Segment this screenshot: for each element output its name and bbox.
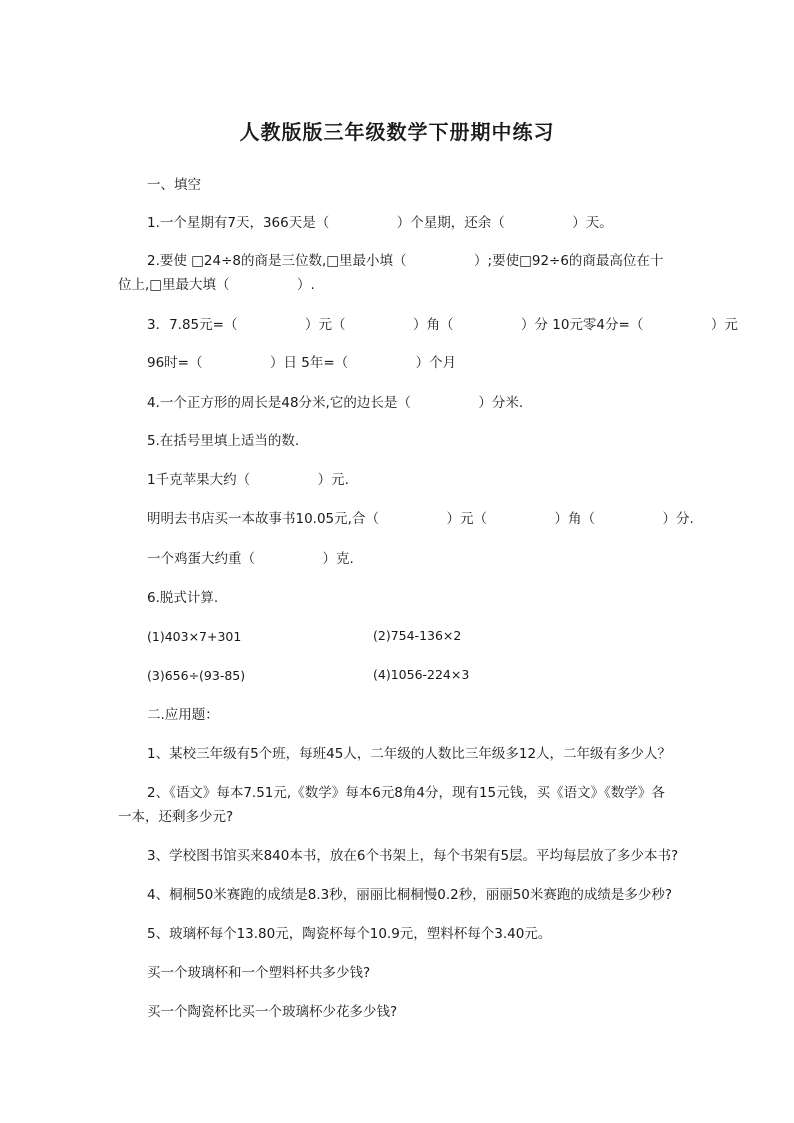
problem-2-line-1: 2、《语文》每本7.51元,《数学》每本6元8角4分，现有15元钱，买《语文》《数学》各 [147,785,665,801]
question-5-b: 明明去书店买一本故事书10.05元,合（ ）元（ ）角（ ）分. [147,511,694,527]
calc-4: (4)1056-224×3 [373,667,470,682]
question-5-c: 一个鸡蛋大约重（ ）克. [147,551,354,567]
problem-5-a: 买一个玻璃杯和一个塑料杯共多少钱? [147,965,371,981]
problem-5: 5、玻璃杯每个13.80元，陶瓷杯每个10.9元，塑料杯每个3.40元。 [147,926,552,942]
question-5: 5.在括号里填上适当的数. [147,433,300,449]
question-4: 4.一个正方形的周长是48分米,它的边长是（ ）分米. [147,395,524,411]
page-title: 人教版版三年级数学下册期中练习 [239,120,555,144]
question-2-line-1: 2.要使 □24÷8的商是三位数,□里最小填（ ）;要使□92÷6的商最高位在十 [147,253,664,269]
question-5-a: 1千克苹果大约（ ）元. [147,472,349,488]
calc-3: (3)656÷(93-85) [147,668,246,683]
problem-3: 3、学校图书馆买来840本书，放在6个书架上，每个书架有5层。平均每层放了多少本书? [147,848,679,864]
problem-5-b: 买一个陶瓷杯比买一个玻璃杯少花多少钱? [147,1004,398,1020]
problem-4: 4、桐桐50米赛跑的成绩是8.3秒，丽丽比桐桐慢0.2秒，丽丽50米赛跑的成绩是多少秒? [147,887,673,903]
question-1: 1.一个星期有7天，366天是（ ）个星期，还余（ ）天。 [147,215,613,231]
problem-1: 1、某校三年级有5个班，每班45人，二年级的人数比三年级多12人，二年级有多少人？ [147,746,672,762]
calc-2: (2)754-136×2 [373,628,462,643]
question-6: 6.脱式计算. [147,590,219,606]
question-3-line-1: 3．7.85元=（ ）元（ ）角（ ）分 10元零4分=（ ）元 [147,317,738,333]
question-3-line-2: 96时=（ ）日 5年=（ ）个月 [147,355,457,371]
section-heading-word-problems: 二.应用题： [147,707,219,723]
problem-2-line-2: 一本，还剩多少元? [118,809,234,825]
question-2-line-2: 位上,□里最大填（ ）. [118,277,315,293]
section-heading-fill-blank: 一、填空 [147,177,201,193]
calc-1: (1)403×7+301 [147,629,242,644]
